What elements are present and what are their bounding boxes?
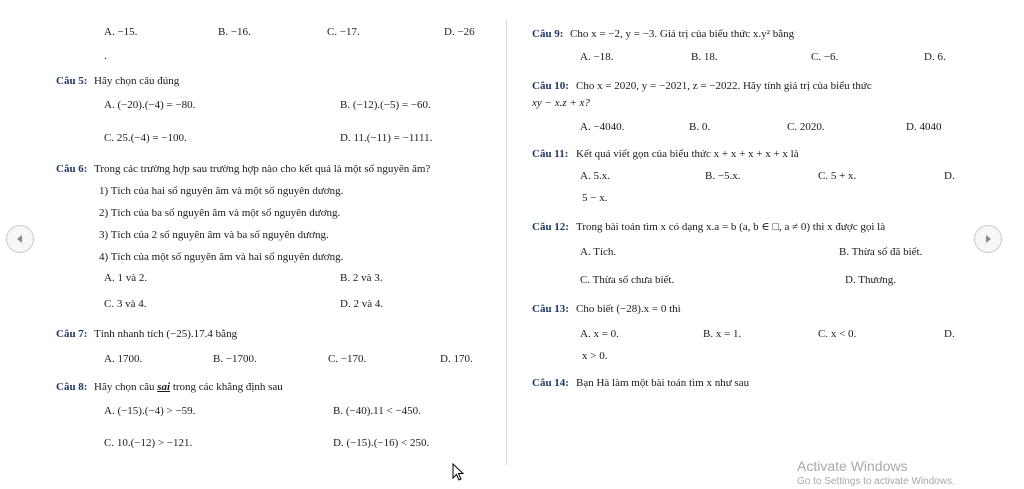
- q10-option-d: D. 4040: [906, 121, 942, 133]
- next-page-button[interactable]: [974, 225, 1002, 253]
- q12-text: Trong bài toán tìm x có dạng x.a = b (a, b ∈ □, a ≠ 0) thì x được gọi là: [576, 221, 886, 233]
- q13-option-b: B. x = 1.: [703, 328, 742, 340]
- q6-option-c: C. 3 và 4.: [104, 298, 147, 310]
- q7-option-c: C. −170.: [328, 353, 367, 365]
- q6-option-b: B. 2 và 3.: [340, 272, 383, 284]
- q13-option-d-cont: x > 0.: [582, 350, 608, 362]
- q14-text: Bạn Hà làm một bài toán tìm x như sau: [576, 377, 750, 389]
- q13-option-d: D.: [944, 328, 955, 340]
- q9-text: Cho x = −2, y = −3. Giá trị của biểu thức x.y² bằng: [570, 28, 795, 40]
- q7-option-a: A. 1700.: [104, 353, 143, 365]
- q10-option-a: A. −4040.: [580, 121, 625, 133]
- q8-option-d: D. (−15).(−16) < 250.: [333, 437, 430, 449]
- q8-text-before: Hãy chọn câu: [94, 381, 155, 393]
- prev-option-c: C. −17.: [327, 26, 360, 38]
- q8-label: Câu 8:: [56, 381, 88, 393]
- q10-text-2: xy − x.z + x?: [532, 97, 590, 109]
- q13-option-c: C. x < 0.: [818, 328, 857, 340]
- q10-label: Câu 10:: [532, 80, 569, 92]
- q7-option-d: D. 170.: [440, 353, 473, 365]
- prev-page-button[interactable]: [6, 225, 34, 253]
- q6-option-d: D. 2 và 4.: [340, 298, 384, 310]
- q11-option-a: A. 5.x.: [580, 170, 610, 182]
- q5-text: Hãy chọn câu đúng: [94, 75, 180, 87]
- q13-text: Cho biết (−28).x = 0 thì: [576, 303, 681, 315]
- q6-label: Câu 6:: [56, 163, 88, 175]
- q7-text: Tính nhanh tích (−25).17.4 bằng: [94, 328, 238, 340]
- q12-label: Câu 12:: [532, 221, 569, 233]
- q13-option-a: A. x = 0.: [580, 328, 619, 340]
- q9-option-b: B. 18.: [691, 51, 718, 63]
- q8-text-emph: sai: [157, 381, 171, 393]
- q6-item-3: 3) Tích của 2 số nguyên âm và ba số nguyên dương.: [99, 229, 329, 241]
- q5-option-a: A. (−20).(−4) = −80.: [104, 99, 196, 111]
- q9-option-c: C. −6.: [811, 51, 839, 63]
- q10-option-b: B. 0.: [689, 121, 711, 133]
- prev-option-d: D. −26: [444, 26, 475, 38]
- q11-option-c: C. 5 + x.: [818, 170, 857, 182]
- q5-option-c: C. 25.(−4) = −100.: [104, 132, 187, 144]
- q9-option-d: D. 6.: [924, 51, 946, 63]
- q11-label: Câu 11:: [532, 148, 569, 160]
- chevron-right-icon: [982, 233, 994, 245]
- q6-text: Trong các trường hợp sau trường hợp nào cho kết quả là một số nguyên âm?: [94, 163, 431, 175]
- q12-option-d: D. Thương.: [845, 274, 896, 286]
- activate-windows-title: Activate Windows: [797, 458, 908, 474]
- q11-option-d: D.: [944, 170, 955, 182]
- q9-option-a: A. −18.: [580, 51, 614, 63]
- q12-option-b: B. Thừa số đã biết.: [839, 246, 923, 258]
- q6-item-2: 2) Tích của ba số nguyên âm và một số nguyên dương.: [99, 207, 341, 219]
- q8-text: [94, 381, 283, 394]
- q6-item-4: 4) Tích của một số nguyên âm và hai số nguyên dương.: [99, 251, 344, 263]
- q11-text: Kết quả viết gọn của biểu thức x + x + x + x + x là: [576, 148, 799, 160]
- q8-option-b: B. (−40).11 < −450.: [333, 405, 421, 417]
- stray-dot: .: [104, 50, 107, 62]
- prev-option-a: A. −15.: [104, 26, 138, 38]
- activate-windows-subtitle: Go to Settings to activate Windows.: [797, 476, 955, 487]
- q13-label: Câu 13:: [532, 303, 569, 315]
- q7-option-b: B. −1700.: [213, 353, 257, 365]
- q5-option-d: D. 11.(−11) = −1111.: [340, 132, 433, 144]
- q8-option-c: C. 10.(−12) > −121.: [104, 437, 193, 449]
- prev-option-b: B. −16.: [218, 26, 251, 38]
- q5-option-b: B. (−12).(−5) = −60.: [340, 99, 431, 111]
- q14-label: Câu 14:: [532, 377, 569, 389]
- q8-text-after: trong các khẳng định sau: [172, 381, 283, 393]
- q7-label: Câu 7:: [56, 328, 88, 340]
- mouse-cursor-icon: [452, 463, 464, 481]
- q11-option-d-cont: 5 − x.: [582, 192, 608, 204]
- column-divider: [506, 20, 507, 465]
- q9-label: Câu 9:: [532, 28, 564, 40]
- q10-text: Cho x = 2020, y = −2021, z = −2022. Hãy tính giá trị của biểu thức: [576, 80, 872, 92]
- q8-option-a: A. (−15).(−4) > −59.: [104, 405, 196, 417]
- q10-option-c: C. 2020.: [787, 121, 825, 133]
- q11-option-b: B. −5.x.: [705, 170, 741, 182]
- q12-option-c: C. Thừa số chưa biết.: [580, 274, 675, 286]
- q12-option-a: A. Tích.: [580, 246, 617, 258]
- q5-label: Câu 5:: [56, 75, 88, 87]
- q6-item-1: 1) Tích của hai số nguyên âm và một số nguyên dương.: [99, 185, 344, 197]
- chevron-left-icon: [14, 233, 26, 245]
- q6-option-a: A. 1 và 2.: [104, 272, 148, 284]
